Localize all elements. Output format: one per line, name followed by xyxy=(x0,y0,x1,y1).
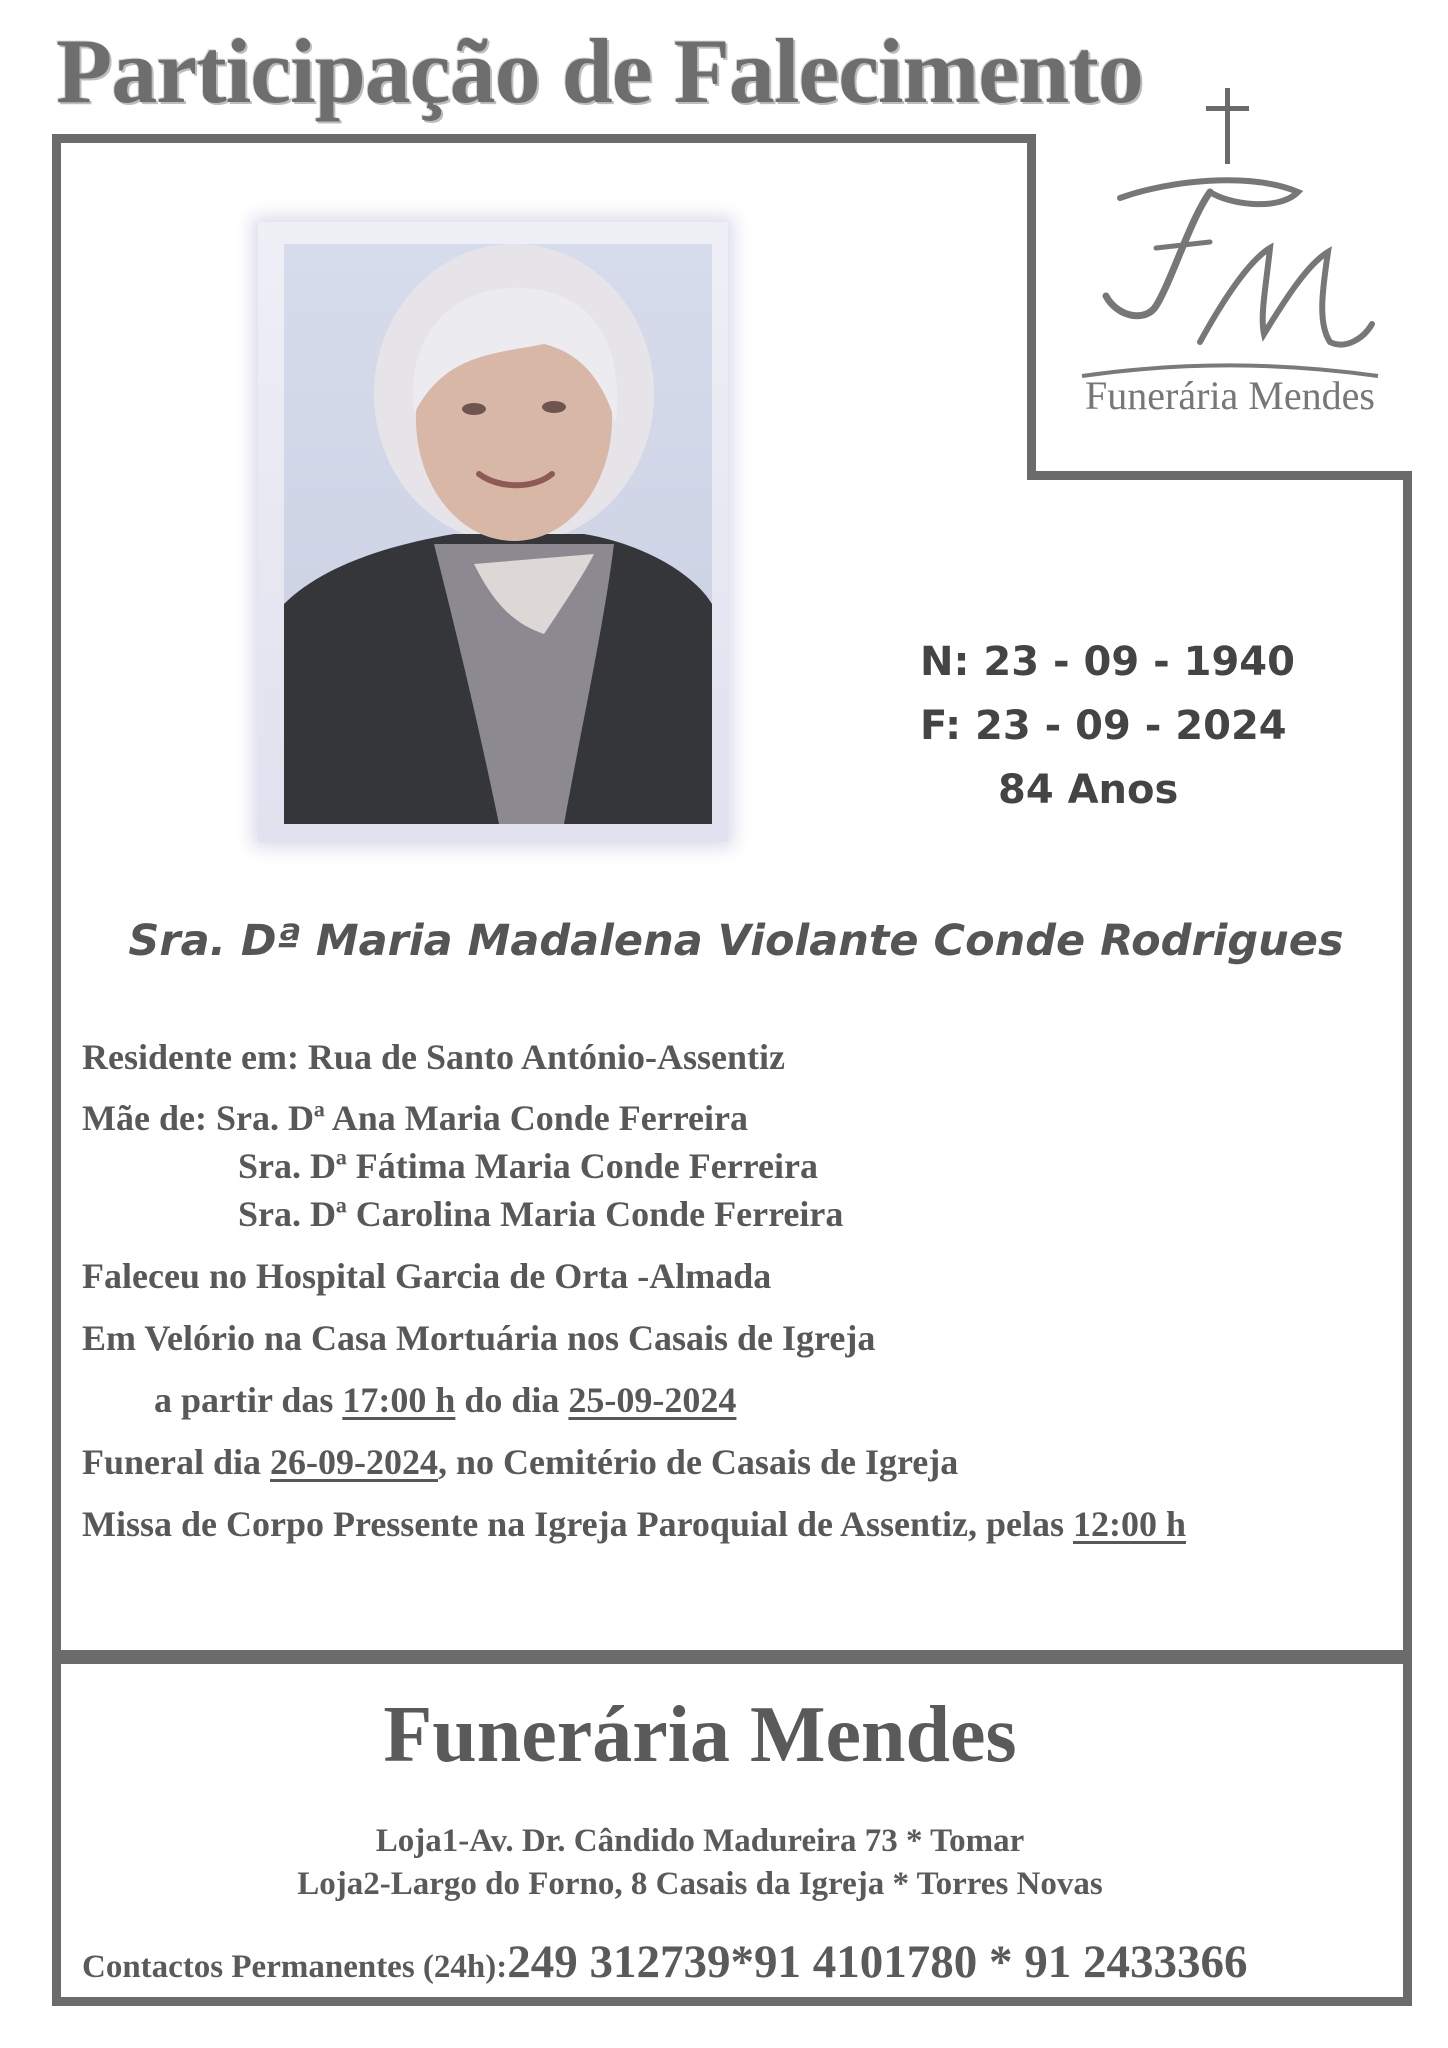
frame-right xyxy=(1403,471,1412,2006)
page-title: Participação de Falecimento xyxy=(56,20,1143,122)
mass-time: 12:00 h xyxy=(1072,1504,1186,1544)
frame-top xyxy=(52,134,1036,143)
frame-divider xyxy=(52,1650,1412,1664)
footer-address-1: Loja1-Av. Dr. Cândido Madureira 73 * Tomar xyxy=(375,1823,1025,1859)
dates-block xyxy=(920,630,1295,822)
age: 84 Anos xyxy=(998,767,1179,813)
wake-date: 25-09-2024 xyxy=(568,1380,737,1420)
funeral-prefix: Funeral dia xyxy=(82,1442,262,1482)
residence-line: Residente em: Rua de Santo António-Assentiz xyxy=(82,1037,786,1077)
deceased-name: Sra. Dª Maria Madalena Violante Conde Rodrigues xyxy=(128,916,1344,966)
footer-company-name: Funerária Mendes xyxy=(383,1691,1017,1779)
mass-line xyxy=(82,1503,1186,1545)
died-at-line: Faleceu no Hospital Garcia de Orta -Almada xyxy=(82,1256,772,1296)
contacts-label: Contactos Permanentes (24h): xyxy=(82,1949,508,1985)
child-1: Sra. Dª Ana Maria Conde Ferreira xyxy=(215,1098,748,1138)
footer-address-2: Loja2-Largo do Forno, 8 Casais da Igreja * Torres Novas xyxy=(297,1866,1103,1902)
logo-name: Funerária Mendes xyxy=(1085,373,1375,418)
frame-bottom xyxy=(52,1997,1412,2006)
mother-of-line xyxy=(82,1097,748,1139)
cross-icon xyxy=(1206,88,1249,164)
contacts-numbers: 249 312739*91 4101780 * 91 2433366 xyxy=(507,1936,1248,1988)
wake-line: Em Velório na Casa Mortuária nos Casais de Igreja xyxy=(82,1318,876,1358)
frame-notch-horizontal xyxy=(1027,471,1412,480)
footer-contacts xyxy=(82,1935,1248,1989)
monogram-icon xyxy=(1106,180,1372,344)
mass-text: Missa de Corpo Pressente na Igreja Paroquial de Assentiz, pelas xyxy=(82,1504,1064,1544)
mother-of-label: Mãe de: xyxy=(82,1098,207,1138)
portrait-photo xyxy=(284,244,712,824)
wake-time: 17:00 h xyxy=(342,1380,456,1420)
wake-time-line xyxy=(154,1379,736,1421)
frame-notch-vertical xyxy=(1027,134,1036,480)
death-date: F: 23 - 09 - 2024 xyxy=(920,703,1287,749)
funeral-suffix: , no Cemitério de Casais de Igreja xyxy=(438,1442,959,1482)
funeral-line xyxy=(82,1441,958,1483)
wake-day-prefix: do dia xyxy=(464,1380,560,1420)
wake-from-prefix: a partir das xyxy=(154,1380,334,1420)
child-3: Sra. Dª Carolina Maria Conde Ferreira xyxy=(238,1194,844,1234)
birth-date: N: 23 - 09 - 1940 xyxy=(920,639,1295,685)
funeral-date: 26-09-2024 xyxy=(270,1442,438,1482)
child-2: Sra. Dª Fátima Maria Conde Ferreira xyxy=(238,1146,818,1186)
